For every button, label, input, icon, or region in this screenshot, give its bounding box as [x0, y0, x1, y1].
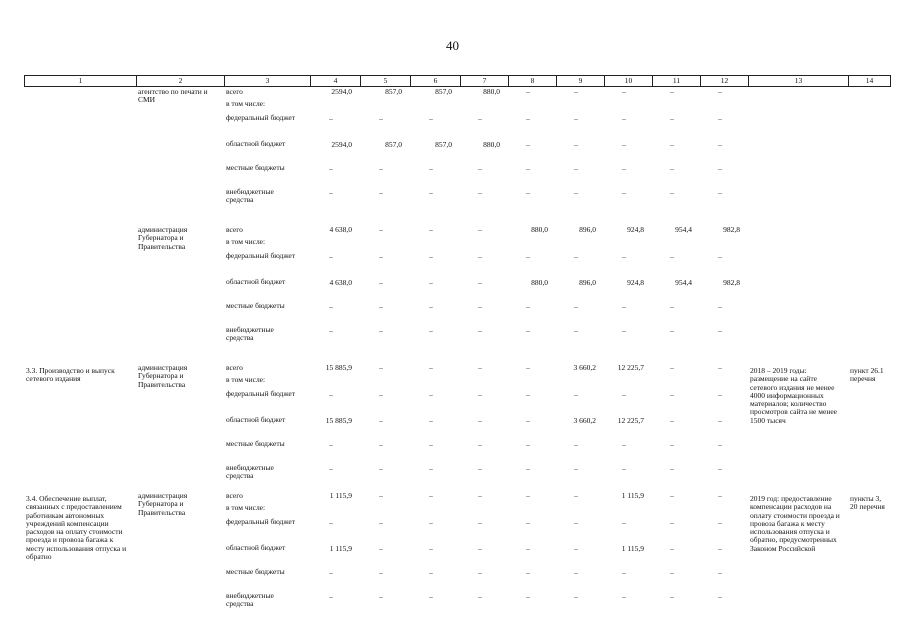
value-cell: –: [429, 592, 433, 601]
value-cell: –: [718, 140, 722, 149]
value-cell: –: [574, 140, 578, 149]
value-cell: –: [379, 225, 383, 234]
value-cell: –: [670, 252, 674, 261]
column-number-3: 3: [225, 76, 311, 86]
value-cell: –: [379, 278, 383, 287]
value-cell: –: [670, 440, 674, 449]
column-number-header: [24, 75, 891, 87]
value-cell: –: [718, 188, 722, 197]
value-cell: –: [429, 252, 433, 261]
breakdown-label: областной бюджет: [226, 139, 286, 148]
value-cell: –: [329, 188, 333, 197]
breakdown-label: внебюджетные средства: [226, 591, 274, 609]
value-cell: –: [329, 114, 333, 123]
value-cell: –: [478, 225, 482, 234]
value-cell: 12 225,7: [617, 416, 644, 425]
column-number-11: 11: [653, 76, 701, 86]
value-cell: –: [670, 390, 674, 399]
value-cell: –: [478, 440, 482, 449]
page-number: 40: [446, 38, 459, 53]
value-cell: –: [670, 114, 674, 123]
value-cell: 924,8: [627, 278, 644, 287]
breakdown-label: в том числе:: [226, 375, 266, 384]
value-cell: –: [379, 302, 383, 311]
value-cell: –: [429, 568, 433, 577]
value-cell: –: [526, 188, 530, 197]
value-cell: –: [429, 302, 433, 311]
value-cell: –: [329, 252, 333, 261]
value-cell: –: [622, 568, 626, 577]
value-cell: –: [379, 464, 383, 473]
value-cell: –: [718, 252, 722, 261]
column-number-6: 6: [411, 76, 461, 86]
value-cell: –: [478, 390, 482, 399]
value-cell: –: [526, 592, 530, 601]
value-cell: –: [429, 164, 433, 173]
column-number-7: 7: [461, 76, 509, 86]
value-cell: –: [574, 544, 578, 553]
value-cell: –: [574, 440, 578, 449]
value-cell: 954,4: [675, 278, 692, 287]
expected-result: 2019 год: предоставление компенсации расходов на оплату стоимости проезда и провоза багажа к месту использования отпуска и обратно, предусмотренных Законом Российской: [750, 494, 840, 553]
value-cell: –: [622, 114, 626, 123]
breakdown-label: областной бюджет: [226, 543, 286, 552]
value-cell: 857,0: [435, 87, 452, 96]
value-cell: –: [379, 252, 383, 261]
value-cell: –: [574, 188, 578, 197]
value-cell: –: [478, 544, 482, 553]
value-cell: –: [329, 440, 333, 449]
value-cell: –: [526, 114, 530, 123]
value-cell: –: [670, 326, 674, 335]
value-cell: –: [526, 518, 530, 527]
value-cell: –: [429, 464, 433, 473]
value-cell: –: [329, 464, 333, 473]
value-cell: –: [379, 390, 383, 399]
value-cell: –: [670, 87, 674, 96]
value-cell: –: [622, 326, 626, 335]
breakdown-label: внебюджетные средства: [226, 325, 274, 343]
value-cell: –: [622, 390, 626, 399]
value-cell: –: [429, 363, 433, 372]
value-cell: –: [718, 326, 722, 335]
column-number-5: 5: [361, 76, 411, 86]
value-cell: –: [478, 464, 482, 473]
value-cell: –: [478, 278, 482, 287]
value-cell: –: [622, 440, 626, 449]
value-cell: 4 638,0: [329, 278, 352, 287]
value-cell: –: [478, 568, 482, 577]
breakdown-label: федеральный бюджет: [226, 113, 296, 122]
value-cell: –: [670, 544, 674, 553]
value-cell: –: [379, 568, 383, 577]
value-cell: –: [429, 390, 433, 399]
breakdown-label: местные бюджеты: [226, 163, 285, 172]
value-cell: –: [718, 164, 722, 173]
value-cell: –: [478, 592, 482, 601]
value-cell: –: [622, 188, 626, 197]
value-cell: –: [329, 164, 333, 173]
value-cell: –: [478, 363, 482, 372]
value-cell: –: [379, 592, 383, 601]
value-cell: –: [379, 363, 383, 372]
value-cell: –: [622, 140, 626, 149]
value-cell: –: [718, 592, 722, 601]
value-cell: –: [670, 302, 674, 311]
item-name: 3.4. Обеспечение выплат, связанных с предоставлением работникам автономных учреждений компенсации расходов на оплату стоимости проезда и провоза багажа к месту использования отпуска и обратно: [26, 494, 127, 562]
reference: пункт 26.1 перечня: [850, 366, 884, 384]
value-cell: –: [478, 114, 482, 123]
value-cell: –: [718, 87, 722, 96]
value-cell: 896,0: [579, 278, 596, 287]
value-cell: –: [670, 363, 674, 372]
value-cell: –: [718, 416, 722, 425]
value-cell: –: [429, 518, 433, 527]
column-number-13: 13: [749, 76, 849, 86]
value-cell: –: [670, 164, 674, 173]
breakdown-label: в том числе:: [226, 503, 266, 512]
value-cell: –: [526, 140, 530, 149]
value-cell: –: [478, 164, 482, 173]
breakdown-label: всего: [226, 363, 243, 372]
value-cell: –: [379, 440, 383, 449]
value-cell: 2594,0: [331, 140, 352, 149]
breakdown-label: внебюджетные средства: [226, 187, 274, 205]
executor: агентство по печати и СМИ: [138, 87, 208, 105]
value-cell: –: [718, 568, 722, 577]
column-number-10: 10: [605, 76, 653, 86]
value-cell: –: [329, 326, 333, 335]
value-cell: –: [574, 390, 578, 399]
value-cell: –: [622, 252, 626, 261]
column-number-4: 4: [311, 76, 361, 86]
value-cell: –: [718, 464, 722, 473]
value-cell: 2594,0: [331, 87, 352, 96]
breakdown-label: федеральный бюджет: [226, 389, 296, 398]
column-number-9: 9: [557, 76, 605, 86]
value-cell: –: [670, 592, 674, 601]
value-cell: –: [429, 416, 433, 425]
value-cell: –: [429, 114, 433, 123]
value-cell: –: [574, 252, 578, 261]
value-cell: –: [574, 568, 578, 577]
value-cell: –: [329, 518, 333, 527]
value-cell: –: [429, 544, 433, 553]
value-cell: –: [574, 114, 578, 123]
breakdown-label: всего: [226, 87, 243, 96]
value-cell: –: [429, 188, 433, 197]
value-cell: –: [526, 464, 530, 473]
value-cell: –: [670, 416, 674, 425]
value-cell: –: [718, 518, 722, 527]
value-cell: 1 115,9: [621, 544, 644, 553]
breakdown-label: в том числе:: [226, 237, 266, 246]
value-cell: –: [526, 87, 530, 96]
value-cell: 12 225,7: [617, 363, 644, 372]
value-cell: –: [429, 491, 433, 500]
value-cell: –: [718, 544, 722, 553]
value-cell: –: [526, 252, 530, 261]
value-cell: –: [379, 326, 383, 335]
value-cell: –: [574, 87, 578, 96]
value-cell: 954,4: [675, 225, 692, 234]
value-cell: –: [718, 363, 722, 372]
value-cell: –: [379, 416, 383, 425]
value-cell: –: [526, 164, 530, 173]
value-cell: –: [429, 225, 433, 234]
breakdown-label: местные бюджеты: [226, 439, 285, 448]
value-cell: 4 638,0: [329, 225, 352, 234]
executor: администрация Губернатора и Правительства: [138, 363, 188, 389]
value-cell: –: [574, 464, 578, 473]
breakdown-label: всего: [226, 491, 243, 500]
value-cell: –: [622, 87, 626, 96]
value-cell: –: [718, 302, 722, 311]
column-number-12: 12: [701, 76, 749, 86]
value-cell: –: [526, 302, 530, 311]
value-cell: 15 885,9: [325, 416, 352, 425]
value-cell: –: [718, 440, 722, 449]
value-cell: –: [718, 390, 722, 399]
breakdown-label: в том числе:: [226, 99, 266, 108]
value-cell: –: [478, 188, 482, 197]
value-cell: 857,0: [435, 140, 452, 149]
value-cell: –: [478, 252, 482, 261]
value-cell: –: [670, 491, 674, 500]
item-name: 3.3. Производство и выпуск сетевого издания: [26, 366, 115, 384]
breakdown-label: всего: [226, 225, 243, 234]
value-cell: 3 660,2: [573, 416, 596, 425]
breakdown-label: федеральный бюджет: [226, 251, 296, 260]
value-cell: –: [622, 164, 626, 173]
value-cell: 924,8: [627, 225, 644, 234]
executor: администрация Губернатора и Правительства: [138, 491, 188, 517]
value-cell: –: [478, 491, 482, 500]
value-cell: –: [718, 491, 722, 500]
value-cell: –: [429, 326, 433, 335]
value-cell: –: [429, 278, 433, 287]
value-cell: –: [379, 164, 383, 173]
value-cell: –: [526, 326, 530, 335]
value-cell: –: [718, 114, 722, 123]
reference: пункты 3, 20 перечня: [850, 494, 885, 512]
value-cell: –: [670, 568, 674, 577]
value-cell: –: [379, 188, 383, 197]
value-cell: 857,0: [385, 87, 402, 96]
value-cell: –: [574, 326, 578, 335]
breakdown-label: местные бюджеты: [226, 567, 285, 576]
value-cell: –: [429, 440, 433, 449]
value-cell: –: [574, 518, 578, 527]
value-cell: 857,0: [385, 140, 402, 149]
value-cell: –: [379, 544, 383, 553]
value-cell: –: [622, 302, 626, 311]
value-cell: –: [622, 518, 626, 527]
value-cell: 880,0: [531, 225, 548, 234]
value-cell: –: [329, 390, 333, 399]
value-cell: –: [574, 302, 578, 311]
value-cell: 3 660,2: [573, 363, 596, 372]
value-cell: 15 885,9: [325, 363, 352, 372]
value-cell: –: [622, 464, 626, 473]
value-cell: –: [670, 140, 674, 149]
value-cell: –: [670, 464, 674, 473]
value-cell: –: [329, 302, 333, 311]
breakdown-label: внебюджетные средства: [226, 463, 274, 481]
value-cell: –: [526, 491, 530, 500]
value-cell: 1 115,9: [329, 544, 352, 553]
value-cell: 982,8: [723, 278, 740, 287]
value-cell: 880,0: [483, 140, 500, 149]
value-cell: –: [379, 518, 383, 527]
value-cell: –: [526, 544, 530, 553]
value-cell: –: [574, 592, 578, 601]
value-cell: –: [526, 568, 530, 577]
value-cell: –: [526, 363, 530, 372]
value-cell: 1 115,9: [621, 491, 644, 500]
value-cell: –: [478, 416, 482, 425]
value-cell: –: [329, 592, 333, 601]
column-number-8: 8: [509, 76, 557, 86]
value-cell: –: [526, 440, 530, 449]
breakdown-label: федеральный бюджет: [226, 517, 296, 526]
column-number-14: 14: [849, 76, 891, 86]
value-cell: –: [478, 518, 482, 527]
value-cell: 880,0: [531, 278, 548, 287]
value-cell: 880,0: [483, 87, 500, 96]
value-cell: 896,0: [579, 225, 596, 234]
value-cell: –: [329, 568, 333, 577]
value-cell: –: [379, 114, 383, 123]
value-cell: –: [526, 390, 530, 399]
column-number-1: 1: [25, 76, 137, 86]
expected-result: 2018 – 2019 годы: размещение на сайте сетевого издания не менее 4000 информационных материалов; количество просмотров сайта не менее 1500 тысяч: [750, 366, 838, 425]
value-cell: 982,8: [723, 225, 740, 234]
value-cell: –: [478, 326, 482, 335]
breakdown-label: местные бюджеты: [226, 301, 285, 310]
value-cell: –: [670, 188, 674, 197]
value-cell: –: [574, 164, 578, 173]
value-cell: –: [670, 518, 674, 527]
executor: администрация Губернатора и Правительства: [138, 225, 188, 251]
value-cell: –: [478, 302, 482, 311]
breakdown-label: областной бюджет: [226, 415, 286, 424]
value-cell: –: [574, 491, 578, 500]
value-cell: 1 115,9: [329, 491, 352, 500]
value-cell: –: [622, 592, 626, 601]
column-number-2: 2: [137, 76, 225, 86]
value-cell: –: [526, 416, 530, 425]
value-cell: –: [379, 491, 383, 500]
breakdown-label: областной бюджет: [226, 277, 286, 286]
